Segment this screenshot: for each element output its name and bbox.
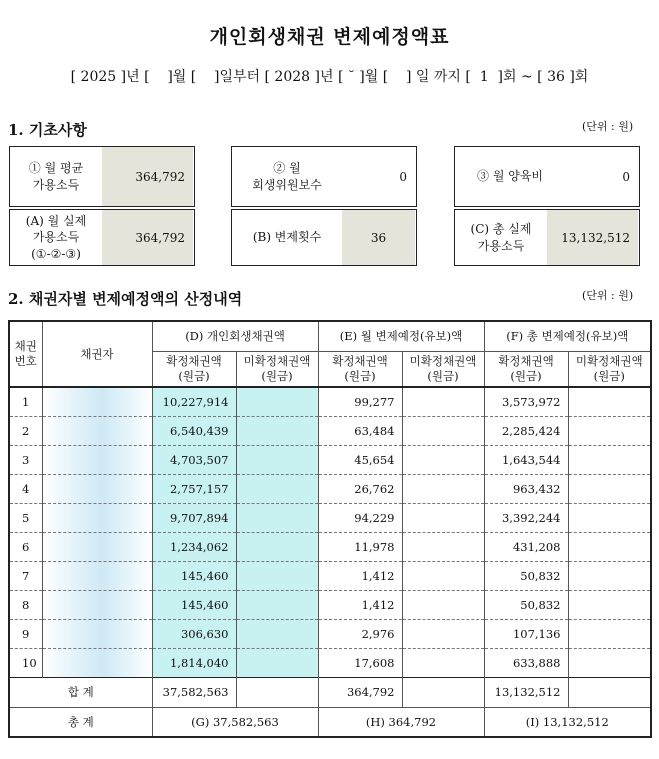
creditor-name-redacted (42, 387, 152, 416)
table-row (9, 387, 651, 416)
col-header-e-confirmed: 확정채권액 (원금) (318, 351, 402, 387)
row-f-unconfirmed (568, 619, 651, 648)
col-header-creditor: 채권자 (42, 321, 152, 387)
row-e-unconfirmed (402, 561, 484, 590)
col-header-f-unconfirmed: 미확정채권액 (원금) (568, 351, 651, 387)
row-d-confirmed: 4,703,507 (152, 445, 236, 474)
col-header-no: 채권 번호 (9, 321, 42, 387)
row-e-confirmed: 63,484 (318, 416, 402, 445)
table-row (9, 503, 651, 532)
creditor-name-redacted (42, 590, 152, 619)
row-e-unconfirmed (402, 445, 484, 474)
row-f-confirmed: 3,573,972 (484, 387, 568, 416)
row-e-confirmed: 1,412 (318, 590, 402, 619)
row-no: 8 (9, 590, 42, 619)
table-row (9, 416, 651, 445)
row-d-unconfirmed (236, 474, 318, 503)
creditor-name-redacted (42, 532, 152, 561)
repayment-count-label: (B) 변제횟수 (252, 230, 322, 245)
table-row (9, 648, 651, 677)
child-support-label: ③ 월 양육비 (477, 169, 543, 184)
repayment-count-value: 36 (342, 210, 415, 265)
avg-income-value: 364,792 (102, 147, 193, 206)
col-header-d-unconfirmed: 미확정채권액 (원금) (236, 351, 318, 387)
commissioner-fee-label: ② 월 회생위원보수 (252, 161, 322, 192)
row-f-confirmed: 1,643,544 (484, 445, 568, 474)
row-e-unconfirmed (402, 416, 484, 445)
real-income-value: 364,792 (102, 210, 193, 265)
child-support-box (454, 146, 640, 207)
row-d-confirmed: 9,707,894 (152, 503, 236, 532)
real-income-box (9, 209, 195, 266)
row-d-confirmed: 145,460 (152, 561, 236, 590)
row-no: 2 (9, 416, 42, 445)
row-d-unconfirmed (236, 532, 318, 561)
child-support-value: 0 (622, 169, 630, 184)
row-d-unconfirmed (236, 648, 318, 677)
row-e-unconfirmed (402, 387, 484, 416)
row-f-confirmed: 50,832 (484, 561, 568, 590)
sum-f: 13,132,512 (484, 677, 568, 707)
sum-row (9, 677, 651, 707)
row-e-unconfirmed (402, 503, 484, 532)
row-f-unconfirmed (568, 474, 651, 503)
col-header-f-confirmed: 확정채권액 (원금) (484, 351, 568, 387)
total-income-box (454, 209, 640, 266)
section1-heading: 1. 기초사항 (8, 121, 87, 139)
section2-unit: (단위 : 원) (582, 289, 634, 302)
row-e-confirmed: 99,277 (318, 387, 402, 416)
sum-d: 37,582,563 (152, 677, 236, 707)
row-d-confirmed: 1,814,040 (152, 648, 236, 677)
row-e-unconfirmed (402, 474, 484, 503)
row-e-confirmed: 17,608 (318, 648, 402, 677)
avg-income-label: ① 월 평균 가용소득 (28, 161, 84, 192)
row-d-unconfirmed (236, 619, 318, 648)
table-row (9, 532, 651, 561)
row-d-unconfirmed (236, 503, 318, 532)
row-d-unconfirmed (236, 387, 318, 416)
row-f-unconfirmed (568, 532, 651, 561)
sum-e: 364,792 (318, 677, 402, 707)
row-no: 7 (9, 561, 42, 590)
row-f-confirmed: 50,832 (484, 590, 568, 619)
row-d-confirmed: 10,227,914 (152, 387, 236, 416)
table-row (9, 619, 651, 648)
total-i: (I) 13,132,512 (484, 707, 651, 737)
row-f-confirmed: 2,285,424 (484, 416, 568, 445)
repayment-table (8, 320, 652, 738)
table-row (9, 445, 651, 474)
sum-e-unconfirmed (402, 677, 484, 707)
creditor-name-redacted (42, 503, 152, 532)
table-row (9, 590, 651, 619)
row-no: 9 (9, 619, 42, 648)
creditor-name-redacted (42, 474, 152, 503)
repayment-count-box (231, 209, 417, 266)
row-no: 5 (9, 503, 42, 532)
creditor-name-redacted (42, 619, 152, 648)
sum-d-unconfirmed (236, 677, 318, 707)
row-d-unconfirmed (236, 416, 318, 445)
row-e-confirmed: 1,412 (318, 561, 402, 590)
row-no: 1 (9, 387, 42, 416)
total-g: (G) 37,582,563 (152, 707, 318, 737)
row-d-unconfirmed (236, 561, 318, 590)
row-e-confirmed: 94,229 (318, 503, 402, 532)
row-e-confirmed: 2,976 (318, 619, 402, 648)
commissioner-fee-value: 0 (399, 169, 407, 184)
row-d-unconfirmed (236, 590, 318, 619)
creditor-name-redacted (42, 445, 152, 474)
total-row (9, 707, 651, 737)
row-d-unconfirmed (236, 445, 318, 474)
row-d-confirmed: 145,460 (152, 590, 236, 619)
row-e-confirmed: 26,762 (318, 474, 402, 503)
section1-unit: (단위 : 원) (582, 120, 634, 133)
row-f-unconfirmed (568, 561, 651, 590)
row-e-confirmed: 11,978 (318, 532, 402, 561)
creditor-name-redacted (42, 416, 152, 445)
col-header-d-confirmed: 확정채권액 (원금) (152, 351, 236, 387)
row-f-confirmed: 963,432 (484, 474, 568, 503)
row-e-confirmed: 45,654 (318, 445, 402, 474)
repayment-period: [ 2025 ]년 [ ]월 [ ]일부터 [ 2028 ]년 [ ˘ ]월 [ ] 일 까지 [ 1 ]회 ~ [ 36 ]회 (70, 69, 589, 85)
row-e-unconfirmed (402, 648, 484, 677)
row-f-confirmed: 3,392,244 (484, 503, 568, 532)
row-f-confirmed: 107,136 (484, 619, 568, 648)
row-f-unconfirmed (568, 648, 651, 677)
col-header-e-unconfirmed: 미확정채권액 (원금) (402, 351, 484, 387)
total-income-label: (C) 총 실제 가용소득 (470, 222, 532, 253)
total-label: 총 계 (9, 707, 152, 737)
col-header-f: (F) 총 변제예정(유보)액 (484, 321, 651, 351)
total-h: (H) 364,792 (318, 707, 484, 737)
row-d-confirmed: 306,630 (152, 619, 236, 648)
col-header-e: (E) 월 변제예정(유보)액 (318, 321, 484, 351)
row-d-confirmed: 2,757,157 (152, 474, 236, 503)
row-f-confirmed: 431,208 (484, 532, 568, 561)
creditor-name-redacted (42, 648, 152, 677)
table-row (9, 474, 651, 503)
sum-f-unconfirmed (568, 677, 651, 707)
row-f-unconfirmed (568, 416, 651, 445)
section2-heading: 2. 채권자별 변제예정액의 산정내역 (8, 290, 243, 308)
avg-income-box (9, 146, 195, 207)
sum-label: 합 계 (9, 677, 152, 707)
row-no: 3 (9, 445, 42, 474)
commissioner-fee-box (231, 146, 417, 207)
col-header-d: (D) 개인회생채권액 (152, 321, 318, 351)
row-f-unconfirmed (568, 387, 651, 416)
row-no: 6 (9, 532, 42, 561)
row-f-unconfirmed (568, 445, 651, 474)
row-d-confirmed: 6,540,439 (152, 416, 236, 445)
row-e-unconfirmed (402, 619, 484, 648)
row-f-unconfirmed (568, 590, 651, 619)
creditor-name-redacted (42, 561, 152, 590)
total-income-value: 13,132,512 (547, 210, 638, 265)
real-income-label: (A) 월 실제 가용소득 (①-②-③) (25, 214, 87, 261)
page-title: 개인회생채권 변제예정액표 (209, 26, 450, 48)
row-d-confirmed: 1,234,062 (152, 532, 236, 561)
row-no: 10 (9, 648, 42, 677)
row-f-unconfirmed (568, 503, 651, 532)
table-row (9, 561, 651, 590)
row-e-unconfirmed (402, 590, 484, 619)
row-e-unconfirmed (402, 532, 484, 561)
row-no: 4 (9, 474, 42, 503)
row-f-confirmed: 633,888 (484, 648, 568, 677)
